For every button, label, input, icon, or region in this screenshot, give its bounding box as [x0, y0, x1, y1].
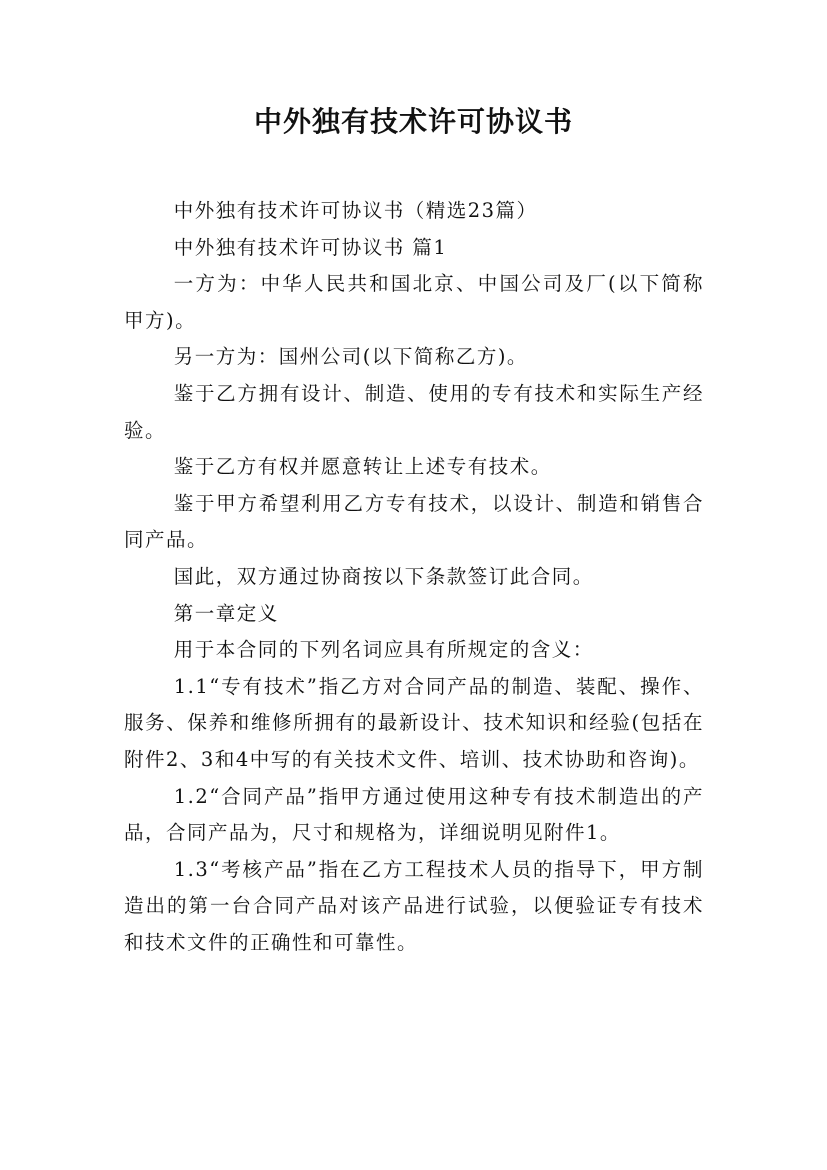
paragraph: 鉴于乙方有权并愿意转让上述专有技术。 — [173, 455, 552, 479]
paragraph: 鉴于乙方拥有设计、制造、使用的专有技术和实际生产经验。 — [124, 381, 704, 442]
clause-paragraph: 1.3“考核产品”指在乙方工程技术人员的指导下，甲方制造出的第一台合同产品对该产品进行试验，以便验证专有技术和技术文件的正确性和可靠性。 — [124, 857, 704, 954]
section-heading: 第一章定义 — [173, 601, 279, 625]
clause-paragraph: 1.2“合同产品”指甲方通过使用这种专有技术制造出的产品，合同产品为，尺寸和规格为，详细说明见附件1。 — [124, 784, 704, 845]
paragraph: 另一方为：国州公司(以下简称乙方)。 — [173, 345, 528, 369]
paragraph: 中外独有技术许可协议书 篇1 — [173, 235, 448, 259]
paragraph: 国此，双方通过协商按以下条款签订此合同。 — [173, 564, 594, 588]
document-body — [124, 193, 704, 961]
document-title: 中外独有技术许可协议书 — [253, 105, 573, 138]
clause-paragraph: 1.1“专有技术”指乙方对合同产品的制造、装配、操作、服务、保养和维修所拥有的最新设计、技术知识和经验(包括在附件2、3和4中写的有关技术文件、培训、技术协助和咨询)。 — [124, 674, 704, 771]
paragraph: 中外独有技术许可协议书（精选23篇） — [173, 199, 538, 222]
paragraph: 用于本合同的下列名词应具有所规定的含义： — [173, 638, 594, 662]
paragraph: 一方为：中华人民共和国北京、中国公司及厂(以下简称甲方)。 — [124, 272, 704, 332]
paragraph: 鉴于甲方希望利用乙方专有技术，以设计、制造和销售合同产品。 — [124, 491, 704, 552]
